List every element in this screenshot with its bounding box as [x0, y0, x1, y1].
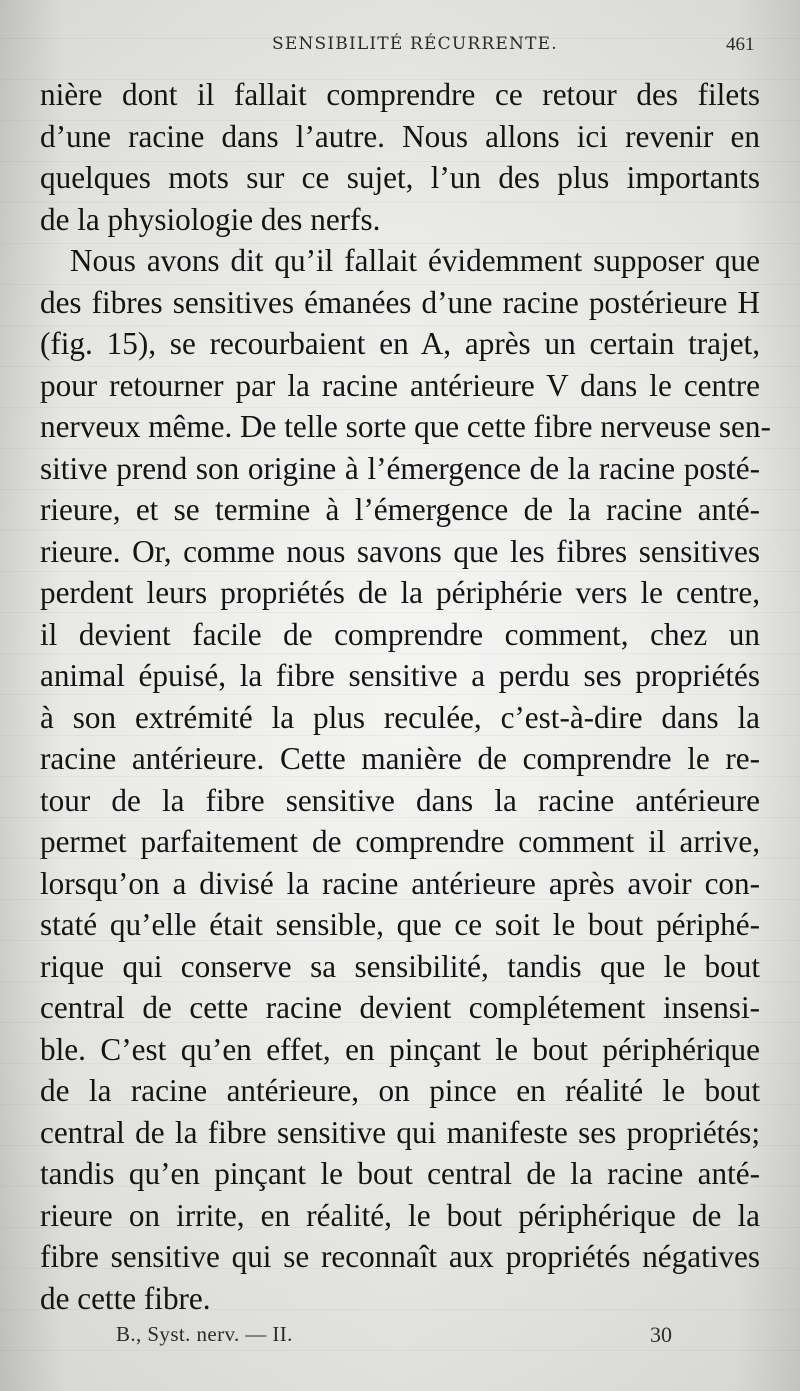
body-text — [40, 74, 771, 1319]
text-line: nière dont il fallait comprendre ce retour des filets — [40, 77, 760, 112]
text-line: fibre sensitive qui se reconnaît aux propriétés négatives — [40, 1239, 760, 1274]
text-line: permet parfaitement de comprendre comment il arrive, — [40, 824, 760, 859]
text-line: tandis qu’en pinçant le bout central de la racine anté- — [40, 1156, 760, 1191]
text-line: nerveux même. De telle sorte que cette fibre nerveuse sen- — [40, 409, 771, 444]
text-line: pour retourner par la racine antérieure V dans le centre — [40, 367, 760, 403]
text-line: racine antérieure. Cette manière de comprendre le re- — [40, 741, 760, 776]
text-line: (fig. 15), se recourbaient en A, après un certain trajet, — [40, 326, 760, 361]
text-line: staté qu’elle était sensible, que ce soit le bout périphé- — [40, 907, 760, 942]
running-title: SENSIBILITÉ RÉCURRENTE. — [272, 34, 558, 54]
text-line: tour de la fibre sensitive dans la racine antérieure — [40, 782, 760, 818]
page-footer — [0, 1322, 800, 1350]
text-line: sitive prend son origine à l’émergence de la racine posté- — [40, 450, 760, 486]
sheet-number: 30 — [650, 1322, 672, 1347]
signature-mark: B., Syst. nerv. — II. — [116, 1322, 293, 1346]
text-line: des fibres sensitives émanées d’une racine postérieure H — [40, 284, 760, 320]
text-line: rieure on irrite, en réalité, le bout périphérique de la — [40, 1197, 760, 1233]
text-line: central de cette racine devient complétement insensi- — [40, 990, 760, 1025]
text-line: central de la fibre sensitive qui manifeste ses propriétés; — [40, 1114, 760, 1150]
text-line: Nous avons dit qu’il fallait évidemment supposer que — [70, 243, 760, 278]
text-line: d’une racine dans l’autre. Nous allons ici revenir en — [40, 118, 760, 154]
text-line: perdent leurs propriétés de la périphérie vers le centre, — [40, 575, 760, 610]
text-line: rieure, et se termine à l’émergence de la racine anté- — [40, 492, 760, 527]
text-line: à son extrémité la plus reculée, c’est-à-dire dans la — [40, 699, 760, 735]
text-line: de cette fibre. — [40, 1280, 211, 1316]
text-line: rique qui conserve sa sensibilité, tandis que le bout — [40, 948, 760, 984]
text-line: rieure. Or, comme nous savons que les fibres sensitives — [40, 533, 760, 569]
text-line: animal épuisé, la fibre sensitive a perdu ses propriétés — [40, 658, 760, 693]
text-line: de la racine antérieure, on pince en réalité le bout — [40, 1073, 760, 1108]
text-line: quelques mots sur ce sujet, l’un des plus importants — [40, 160, 760, 195]
text-line: il devient facile de comprendre comment, chez un — [40, 616, 760, 652]
text-line: lorsqu’on a divisé la racine antérieure après avoir con- — [40, 865, 760, 901]
page-number: 461 — [726, 34, 755, 55]
running-head — [0, 34, 800, 60]
text-line: de la physiologie des nerfs. — [40, 201, 381, 237]
text-line: ble. C’est qu’en effet, en pinçant le bout périphérique — [40, 1031, 760, 1067]
